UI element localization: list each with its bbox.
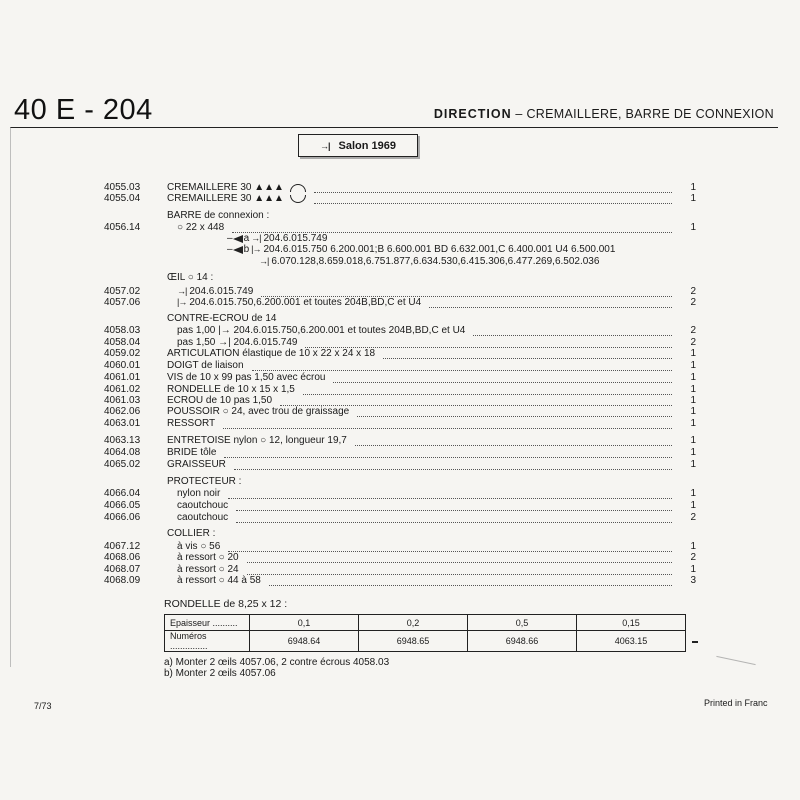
list-item [0, 210, 800, 221]
quantity: 1 [690, 384, 696, 395]
arrow-from-icon: |→ [251, 244, 261, 254]
dot-leader [314, 184, 672, 193]
list-item [0, 222, 800, 233]
pencil-mark [716, 656, 755, 665]
section-title-bold: DIRECTION [433, 107, 512, 121]
part-number: 4059.02 [104, 348, 141, 359]
part-description [167, 210, 269, 221]
salon-box [298, 134, 418, 157]
description-text: pas 1,00 |→ 204.6.015.750,6.200.001 et toutes 204B,BD,C et U4 [177, 325, 466, 336]
table-row [165, 615, 686, 631]
part-description [167, 528, 215, 539]
triangle-marker-icon [233, 246, 243, 254]
quantity: 2 [690, 286, 696, 297]
list-item [0, 233, 800, 244]
part-number: 4057.02 [104, 286, 141, 297]
description-text: VIS de 10 x 99 pas 1,50 avec écrou [167, 372, 326, 383]
part-number: 4058.03 [104, 325, 141, 336]
description-text: 204.6.015.750,6.200.001 et toutes 204B,BD,C et U4 [189, 297, 422, 308]
list-item [0, 512, 800, 523]
part-description [167, 360, 244, 371]
table-cell: 0,2 [359, 615, 468, 631]
list-item [0, 360, 800, 371]
part-description [167, 372, 325, 383]
arrow-from-icon: |→ [177, 297, 187, 307]
arrow-until-icon: →| [251, 233, 261, 243]
description-text: RESSORT [167, 418, 216, 429]
description-text: nylon noir [177, 488, 221, 499]
description-text: à ressort ○ 24 [177, 564, 239, 575]
list-item [0, 182, 800, 193]
part-number: 4063.01 [104, 418, 141, 429]
dot-leader [252, 362, 672, 371]
quantity: 1 [690, 222, 696, 233]
dot-leader [383, 350, 672, 359]
part-number: 4064.08 [104, 447, 141, 458]
part-description [167, 418, 215, 429]
part-number: 4055.03 [104, 182, 141, 193]
part-number: 4056.14 [104, 222, 141, 233]
list-item [0, 541, 800, 552]
description-text: POUSSOIR ○ 24, avec trou de graissage [167, 406, 350, 417]
list-item [0, 337, 800, 348]
table-cell: 6948.64 [250, 631, 359, 652]
part-number: 4068.06 [104, 552, 141, 563]
description-text: ECROU de 10 pas 1,50 [167, 395, 273, 406]
triangle-marker-icon [233, 235, 243, 243]
quantity: 1 [690, 488, 696, 499]
part-number: 4060.01 [104, 360, 141, 371]
header-rule [10, 127, 778, 128]
part-description [167, 476, 241, 487]
quantity: 1 [690, 435, 696, 446]
table-row [165, 631, 686, 652]
part-description [167, 348, 375, 359]
list-item [0, 193, 800, 204]
footnote-b: b) Monter 2 œils 4057.06 [164, 668, 276, 679]
description-text: CONTRE-ECROU de 14 [167, 313, 277, 324]
arrow-until-icon: →| [177, 286, 187, 296]
list-item [0, 500, 800, 511]
list-item [0, 286, 800, 297]
part-number: 4063.13 [104, 435, 141, 446]
dot-leader [280, 397, 672, 406]
dash-mark [692, 641, 698, 643]
description-text: caoutchouc [177, 500, 229, 511]
description-text: GRAISSEUR [167, 459, 226, 470]
list-item [0, 459, 800, 470]
list-item [0, 372, 800, 383]
dot-leader [357, 408, 672, 417]
description-text: CREMAILLERE 30 ▲▲▲ [167, 182, 284, 193]
steering-wheel-icon [290, 195, 306, 203]
part-description [177, 286, 253, 297]
arrow-until-icon: →| [319, 140, 330, 151]
part-number: 4068.07 [104, 564, 141, 575]
list-item [0, 406, 800, 417]
table-cell: 6948.65 [359, 631, 468, 652]
dot-leader [223, 420, 672, 429]
part-description [177, 500, 228, 511]
list-item [0, 552, 800, 563]
quantity: 1 [690, 447, 696, 458]
list-item [0, 297, 800, 308]
dash-prefix: – [227, 233, 233, 244]
quantity: 1 [690, 406, 696, 417]
dot-leader [228, 490, 672, 499]
part-number: 4057.06 [104, 297, 141, 308]
table-cell: 0,5 [468, 615, 577, 631]
list-item [0, 348, 800, 359]
dot-leader [333, 374, 672, 383]
list-item [0, 313, 800, 324]
part-description [177, 222, 224, 233]
description-text: DOIGT de liaison [167, 360, 244, 371]
dot-leader [473, 327, 672, 336]
part-description [227, 233, 327, 244]
description-text: RONDELLE de 10 x 15 x 1,5 [167, 384, 295, 395]
list-item [0, 575, 800, 586]
quantity: 1 [690, 418, 696, 429]
part-description [167, 459, 226, 470]
dot-leader [232, 224, 672, 233]
description-text: BRIDE tôle [167, 447, 217, 458]
quantity: 1 [690, 372, 696, 383]
part-number: 4066.05 [104, 500, 141, 511]
list-item [0, 488, 800, 499]
description-text: ○ 22 x 448 [177, 222, 225, 233]
part-description [177, 552, 239, 563]
description-text: PROTECTEUR : [167, 476, 242, 487]
steering-wheel-icon [290, 184, 306, 192]
table-cell: 6948.66 [468, 631, 577, 652]
rondelle-title: RONDELLE de 8,25 x 12 : [164, 598, 288, 610]
dot-leader [224, 449, 672, 458]
part-description [177, 325, 465, 336]
part-description [177, 564, 239, 575]
dot-leader [355, 437, 672, 446]
footnote-marker: b [243, 244, 250, 255]
quantity: 1 [690, 348, 696, 359]
dot-leader [269, 577, 672, 586]
quantity: 1 [690, 182, 696, 193]
list-item [0, 435, 800, 446]
part-number: 4066.04 [104, 488, 141, 499]
part-description [177, 337, 297, 348]
description-text: ENTRETOISE nylon ○ 12, longueur 19,7 [167, 435, 347, 446]
section-title-rest: – CREMAILLERE, BARRE DE CONNEXION [511, 107, 774, 121]
quantity: 1 [690, 395, 696, 406]
dash-prefix: – [227, 244, 233, 255]
section-title [434, 107, 774, 121]
description-text: 204.6.015.749 [263, 233, 328, 244]
part-number: 4065.02 [104, 459, 141, 470]
dot-leader [236, 502, 672, 511]
quantity: 2 [690, 325, 696, 336]
list-item [0, 384, 800, 395]
row-label: Numéros ............... [165, 631, 250, 652]
description-text: pas 1,50 →| 204.6.015.749 [177, 337, 298, 348]
list-item [0, 244, 800, 255]
part-description [167, 447, 216, 458]
part-number: 4058.04 [104, 337, 141, 348]
quantity: 1 [690, 541, 696, 552]
quantity: 1 [690, 564, 696, 575]
description-text: ŒIL ○ 14 : [167, 272, 214, 283]
part-description [167, 435, 347, 446]
part-description [177, 541, 220, 552]
part-description [259, 256, 599, 267]
table-cell: 0,15 [577, 615, 686, 631]
list-item [0, 272, 800, 283]
list-item [0, 564, 800, 575]
description-text: 204.6.015.750 6.200.001;B 6.600.001 BD 6.632.001,C 6.400.001 U4 6.500.001 [263, 244, 616, 255]
part-number: 4068.09 [104, 575, 141, 586]
list-item [0, 447, 800, 458]
list-item [0, 395, 800, 406]
quantity: 1 [690, 459, 696, 470]
row-label: Epaisseur .......... [165, 615, 250, 631]
list-item [0, 476, 800, 487]
dot-leader [236, 514, 672, 523]
quantity: 2 [690, 297, 696, 308]
footnote-marker: a [243, 233, 250, 244]
part-number: 4062.06 [104, 406, 141, 417]
list-item [0, 256, 800, 267]
description-text: COLLIER : [167, 528, 216, 539]
page-reference: 7/73 [34, 701, 52, 711]
part-description [167, 384, 295, 395]
part-description [167, 272, 213, 283]
description-text: ARTICULATION élastique de 10 x 22 x 24 x 18 [167, 348, 376, 359]
list-item [0, 418, 800, 429]
description-text: caoutchouc [177, 512, 229, 523]
part-number: 4066.06 [104, 512, 141, 523]
quantity: 2 [690, 337, 696, 348]
part-number: 4067.12 [104, 541, 141, 552]
arrow-until-icon: →| [259, 256, 269, 266]
dot-leader [228, 543, 672, 552]
dot-leader [314, 195, 672, 204]
dot-leader [305, 339, 672, 348]
dot-leader [303, 386, 672, 395]
salon-label: Salon 1969 [338, 139, 396, 152]
part-description [177, 297, 421, 308]
printed-notice: Printed in Franc [704, 698, 768, 708]
part-number: 4061.02 [104, 384, 141, 395]
part-description [167, 182, 306, 193]
dot-leader [429, 299, 672, 308]
page-title: 40 E - 204 [14, 94, 153, 126]
dot-leader [234, 461, 672, 470]
table-cell: 4063.15 [577, 631, 686, 652]
quantity: 3 [690, 575, 696, 586]
quantity: 2 [690, 512, 696, 523]
description-text: à ressort ○ 44 à 58 [177, 575, 261, 586]
description-text: BARRE de connexion : [167, 210, 270, 221]
footnote-a: a) Monter 2 œils 4057.06, 2 contre écrous 4058.03 [164, 657, 390, 668]
part-description [167, 406, 349, 417]
part-description [167, 395, 272, 406]
dot-leader [247, 554, 672, 563]
description-text: 6.070.128,8.659.018,6.751.877,6.634.530,6.415.306,6.477.269,6.502.036 [271, 256, 600, 267]
description-text: à vis ○ 56 [177, 541, 221, 552]
part-number: 4061.03 [104, 395, 141, 406]
part-description [167, 313, 276, 324]
table-cell: 0,1 [250, 615, 359, 631]
part-description [177, 575, 261, 586]
part-number: 4055.04 [104, 193, 141, 204]
dot-leader [261, 288, 672, 297]
quantity: 1 [690, 193, 696, 204]
part-description [177, 512, 228, 523]
part-number: 4061.01 [104, 372, 141, 383]
description-text: CREMAILLERE 30 ▲▲▲ [167, 193, 284, 204]
description-text: 204.6.015.749 [189, 286, 254, 297]
rondelle-table [164, 614, 686, 652]
list-item [0, 528, 800, 539]
part-description [167, 193, 306, 204]
quantity: 1 [690, 360, 696, 371]
description-text: à ressort ○ 20 [177, 552, 239, 563]
part-description [177, 488, 220, 499]
quantity: 1 [690, 500, 696, 511]
part-description [227, 244, 615, 255]
quantity: 2 [690, 552, 696, 563]
list-item [0, 325, 800, 336]
dot-leader [247, 566, 672, 575]
